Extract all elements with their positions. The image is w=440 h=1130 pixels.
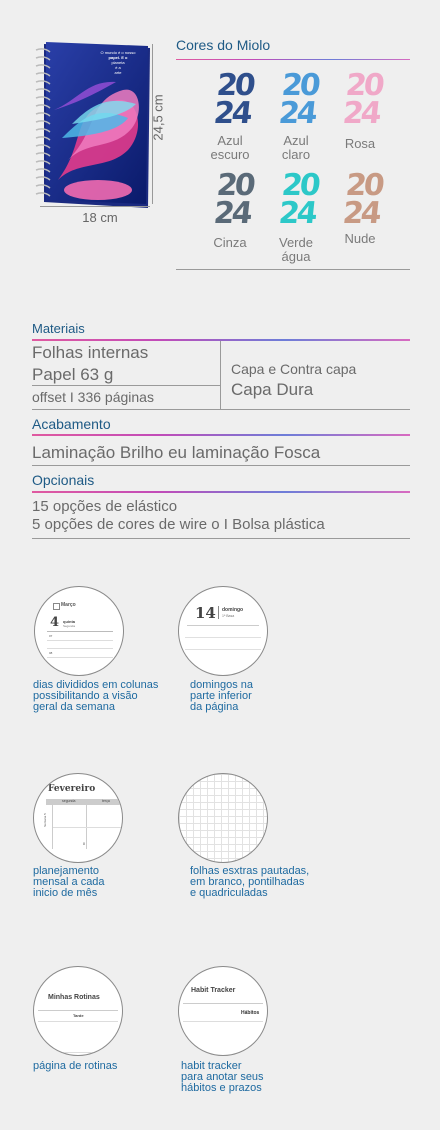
caption-line: planejamento	[33, 865, 100, 877]
cover-text	[90, 50, 146, 75]
papel-label: Papel 63 g	[32, 365, 114, 384]
opcionais-line-1: 15 opções de elástico	[32, 498, 178, 515]
habit-tracker-preview-title: Habit Tracker	[191, 987, 236, 994]
sunday-preview-separator	[218, 606, 219, 619]
materiais-underline	[32, 339, 410, 341]
notebook-illustration	[28, 40, 158, 212]
swatch-year-graphic	[212, 168, 255, 234]
swatch-year-graphic	[341, 68, 384, 134]
acabamento-value: Laminação Brilho eu laminação Fosca	[32, 443, 321, 462]
caption-line: parte inferior	[190, 690, 252, 702]
weekly-preview-line	[47, 648, 113, 649]
swatch-label-line: Azul	[217, 133, 243, 148]
width-dimension-line	[40, 206, 150, 207]
monthly-preview-row-line	[53, 827, 121, 828]
height-dimension-label: 24,5 cm	[150, 94, 166, 141]
opcionais-bottom-line	[32, 538, 410, 539]
cover-text-line: O mundo é o nosso	[100, 50, 136, 55]
habit-tracker-preview-line	[183, 1021, 263, 1022]
sunday-preview-day-sub: 1ª Basa	[222, 614, 235, 618]
feature-caption-extra-sheets	[190, 866, 309, 899]
materiais-column-divider	[220, 341, 221, 409]
swatch-label	[202, 134, 258, 162]
habit-tracker-preview-circle	[178, 966, 268, 1056]
routines-preview-box	[38, 1021, 118, 1053]
acabamento-bottom-line	[32, 465, 410, 466]
cover-text-line: papel. E o	[108, 55, 128, 60]
monthly-preview-col-2: terça	[102, 799, 110, 803]
swatch-year-bottom: 24	[277, 196, 317, 231]
opcionais-underline	[32, 491, 410, 493]
habit-tracker-preview-line	[183, 1003, 263, 1004]
folhas-internas-label: Folhas internas	[32, 343, 149, 362]
swatch-year-top: 20	[280, 168, 320, 203]
feature-caption-habit-tracker	[181, 1061, 264, 1094]
swatch-year-top: 20	[215, 168, 255, 203]
monthly-preview-col-1: segunda	[62, 799, 76, 803]
extra-sheets-preview-circle	[178, 773, 268, 863]
routines-preview-line	[38, 1010, 118, 1011]
swatch-year-bottom: 24	[212, 196, 252, 231]
swatch-year-bottom: 24	[212, 96, 252, 131]
swatch-label	[332, 137, 388, 151]
capa-title: Capa e Contra capa	[231, 361, 357, 377]
monthly-preview-circle	[33, 773, 123, 863]
feature-caption-sunday	[190, 680, 253, 713]
acabamento-underline	[32, 434, 410, 436]
swatch-label	[332, 232, 388, 246]
width-dimension-label: 18 cm	[82, 210, 118, 225]
caption-line: hábitos e prazos	[181, 1082, 262, 1094]
feature-caption-monthly	[33, 866, 105, 899]
swatch-year-top: 20	[344, 168, 384, 203]
swatch-year-graphic	[212, 68, 255, 134]
caption-line: e quadriculadas	[190, 887, 268, 899]
weekly-preview-line	[47, 657, 113, 658]
caption-line: dias divididos em colunas	[33, 679, 159, 691]
swatch-label-line: claro	[281, 147, 311, 162]
materiais-title: Materiais	[32, 321, 85, 336]
calendar-icon	[53, 603, 60, 610]
weekly-preview-row-2: 08	[49, 651, 53, 655]
routines-preview-sub: Tarde	[73, 1013, 84, 1018]
swatch-label-line: escuro	[210, 147, 250, 162]
cover-text-line: arte	[114, 70, 122, 75]
caption-line: domingos na	[190, 679, 253, 691]
materiais-bottom-line	[32, 409, 410, 410]
monthly-preview-grid	[52, 805, 121, 849]
swatch-label-line: Azul	[283, 133, 309, 148]
swatch-year-top: 20	[215, 68, 255, 103]
weekly-preview-line	[47, 640, 113, 641]
weekly-preview-row-1: 07	[49, 634, 53, 638]
routines-preview-title: Minhas Rotinas	[48, 994, 100, 1001]
section-divider	[176, 269, 410, 270]
weekly-preview-day-name: quinta	[63, 619, 75, 624]
caption-line: inicio de mês	[33, 887, 98, 899]
caption-line: para anotar seus	[181, 1071, 264, 1083]
swatch-year-top: 20	[344, 68, 384, 103]
cover-text-line: planeta	[111, 60, 125, 65]
caption-line: geral da semana	[33, 701, 115, 713]
caption-line: mensal a cada	[33, 876, 105, 888]
swatch-label	[202, 236, 258, 250]
swatch-label-line: Rosa	[344, 136, 376, 151]
caption-line: da página	[190, 701, 239, 713]
swatch-label-line: Nude	[344, 231, 376, 246]
weekly-preview-day-sub: Segunda	[63, 624, 76, 628]
caption-line: folhas esxtras pautadas,	[190, 865, 310, 877]
monthly-preview-month: Fevereiro	[48, 784, 96, 794]
sunday-preview-line	[187, 625, 259, 626]
caption-line: possibilitando a visão	[33, 690, 138, 702]
swatch-year-graphic	[341, 168, 384, 234]
swatch-year-bottom: 24	[341, 96, 381, 131]
routines-preview-circle	[33, 966, 123, 1056]
cores-do-miolo-title: Cores do Miolo	[176, 37, 271, 53]
opcionais-line-2: 5 opções de cores de wire o I Bolsa plástica	[32, 516, 325, 533]
habit-tracker-preview-sub: Hábitos	[241, 1010, 260, 1016]
caption-line: página de rotinas	[33, 1060, 118, 1072]
swatch-label	[268, 134, 324, 162]
swatch-year-graphic	[277, 68, 320, 134]
sunday-preview-circle	[178, 586, 268, 676]
capa-value: Capa Dura	[231, 380, 314, 399]
swatch-year-graphic	[277, 168, 320, 234]
weekly-preview-circle	[34, 586, 124, 676]
feature-caption-weekly	[33, 680, 158, 713]
swatch-year-bottom: 24	[341, 196, 381, 231]
swatch-label-line: água	[281, 249, 311, 264]
offset-label: offset I 336 páginas	[32, 389, 154, 405]
materiais-inner-line	[32, 385, 220, 386]
swatch-label-line: Cinza	[213, 235, 247, 250]
cover-text-line: é a	[115, 65, 121, 70]
sunday-preview-day-number: 14	[195, 604, 216, 622]
weekly-preview-day-number: 4	[50, 615, 60, 630]
swatch-year-top: 20	[280, 68, 320, 103]
monthly-preview-cell: 8	[83, 842, 85, 846]
cores-title-underline	[176, 59, 410, 60]
sunday-preview-line	[185, 637, 261, 638]
swatch-label	[268, 236, 324, 264]
swatch-label-line: Verde	[279, 235, 313, 250]
caption-line: habit tracker	[181, 1060, 242, 1072]
monthly-preview-side-label: Semana 5	[42, 813, 47, 827]
opcionais-title: Opcionais	[32, 472, 95, 488]
weekly-preview-header: Março	[61, 602, 76, 608]
swatch-year-bottom: 24	[277, 96, 317, 131]
sunday-preview-day-name: domingo	[222, 607, 244, 613]
weekly-preview-line	[47, 631, 113, 632]
feature-caption-routines	[33, 1061, 117, 1072]
caption-line: em branco, pontilhadas	[190, 876, 305, 888]
sunday-preview-line	[185, 649, 261, 650]
acabamento-title: Acabamento	[32, 416, 111, 432]
